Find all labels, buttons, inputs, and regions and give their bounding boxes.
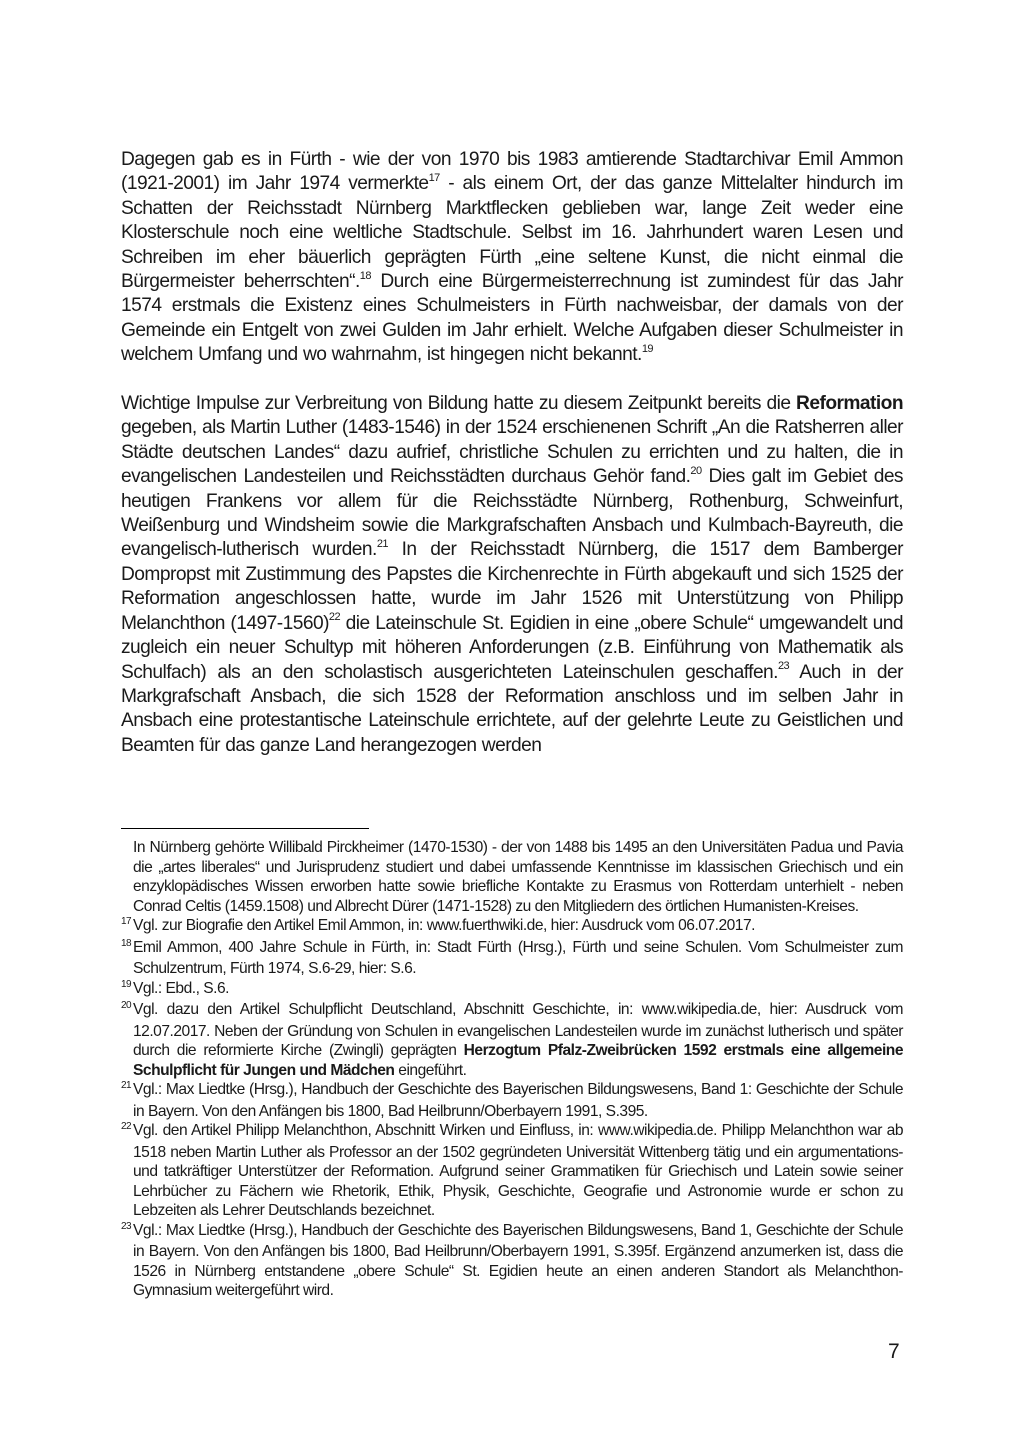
footnote-reference[interactable]: 22 [328, 611, 341, 624]
text-run: Vgl.: Max Liedtke (Hrsg.), Handbuch der Geschichte des Bayerischen Bildungswesens, Band 1, Geschichte der Schule in Bayern. Von den Anfängen bis 1800, Bad Heilbrunn/Oberbayern 1991, S.395f. Ergänzend anzumerken ist, dass die 1526 in Nürnberg entstandene „obere Schule“ St. Egidien heute an einen anderen Standort als Melanchthon-Gymnasium weitergeführt wird. [133, 1221, 903, 1299]
text-run: eingeführt. [394, 1061, 467, 1079]
text-run: Vgl. den Artikel Philipp Melanchthon, Abschnitt Wirken und Einfluss, in: www.wikipedia.de. Philipp Melanchthon war ab 1518 neben Martin Luther als Professor an der 1502 gegründeten Universität Wittenberg tätig und ein argumentations- und tatkräftiger Unterstützer der Reformation. Aufgrund seiner Grammatiken für Griechisch und Latein sowie seiner Lehrbücher zu Fächern wie Rhetorik, Ethik, Physik, Geschichte, Geografie und Astronomie wurde er schon zu Lebzeiten als Lehrer Deutschlands bezeichnet. [133, 1122, 903, 1219]
footnote-22 [121, 1121, 903, 1221]
footnote-number: 23 [121, 1220, 132, 1232]
text-run: Vgl. dazu den Artikel Schulpflicht Deutschland, Abschnitt Geschichte, in: www.wikipedia.de, hier: Ausdruck vom 12.07.2017. Neben der Gründung von Schulen in evangelischen Landesteilen wurde im zunächst lutherisch und später durch die reformierte Kirche (Zwingli) geprägten [133, 1001, 903, 1059]
footnote-reference[interactable]: 23 [777, 660, 790, 673]
footnote-number: 17 [121, 916, 132, 927]
text-run: Vgl.: Ebd., S.6. [133, 979, 230, 997]
body-paragraph [121, 148, 903, 368]
footnote-reference[interactable]: 17 [428, 172, 440, 185]
footnote-number: 18 [121, 937, 132, 949]
page-number: 7 [888, 1340, 900, 1363]
text-run: gegeben, als Martin Luther (1483-1546) in der 1524 erschienenen Schrift „An die Ratsherren aller Städte deutschen Landes“ dazu aufrief, christliche Schulen zu errichten und zu halten, die in evangelischen Landesteilen und Reichsstädten durchaus Gehör fand. [121, 417, 903, 488]
text-run: Wichtige Impulse zur Verbreitung von Bildung hatte zu diesem Zeitpunkt bereits die [121, 393, 797, 415]
footnote-23 [121, 1221, 903, 1301]
emphasis-text: Herzogtum Pfalz-Zweibrücken 1592 erstmals eine allgemeine Schulpflicht für Jungen und Mädchen [133, 1042, 904, 1079]
footnote-separator [121, 828, 369, 829]
text-run: Vgl.: Max Liedtke (Hrsg.), Handbuch der Geschichte des Bayerischen Bildungswesens, Band 1: Geschichte der Schule in Bayern. Von den Anfängen bis 1800, Bad Heilbrunn/Oberbayern 1991, S.395. [133, 1081, 903, 1120]
footnote-number: 20 [121, 1000, 132, 1011]
footnote-list [121, 916, 903, 1301]
footnote-number: 22 [121, 1121, 132, 1132]
emphasis-text: Reformation [796, 393, 903, 415]
footnote-reference[interactable]: 18 [359, 269, 371, 282]
footnote-reference[interactable]: 21 [376, 538, 388, 551]
footnote-continuation: In Nürnberg gehörte Willibald Pirckheimer (1470-1530) - der von 1488 bis 1495 an den Universitäten Padua und Pavia die „artes liberales“ und Jurisprudenz studiert und dabei umfassende Kenntnisse im klassischen Griechisch und ein enzyklopädisches Wissen erworben hatte sowie briefliche Kontakte zu Erasmus von Rotterdam unterhielt - neben Conrad Celtis (1459.1508) und Albrecht Dürer (1471-1528) zu den Mitgliedern des örtlichen Humanisten-Kreises. [133, 839, 903, 915]
text-run: die Lateinschule St. Egidien in eine „obere Schule“ umgewandelt und zugleich ein neuer Schultyp mit höheren Anforderungen (z.B. Einführung von Mathematik als Schulfach) als an den scholastisch ausgerichteten Lateinschulen geschaffen. [121, 612, 903, 683]
text-run: - als einem Ort, der das ganze Mittelalter hindurch im Schatten der Reichsstadt Nürnberg Marktflecken geblieben war, lange Zeit weder eine Klosterschule noch eine weltliche Stadtschule. Selbst im 16. Jahrhundert waren Lesen und Schreiben im eher bäuerlich geprägten Fürth „eine seltene Kunst, die nicht einmal die Bürgermeister beherrschten“. [121, 173, 903, 293]
footnote-number: 19 [121, 978, 132, 990]
text-run: In der Reichsstadt Nürnberg, die 1517 dem Bamberger Dompropst mit Zustimmung des Papstes die Kirchenrechte in Fürth abgekauft und sich 1525 der Reformation angeschlossen hatte, wurde im Jahr 1526 mit Unterstützung von Philipp Melanchthon (1497-1560) [121, 539, 903, 634]
footnote-20 [121, 1000, 903, 1080]
body-paragraph [121, 392, 903, 758]
text-run: Durch eine Bürgermeisterrechnung ist zumindest für das Jahr 1574 erstmals die Existenz eines Schulmeisters in Fürth nachweisbar, der damals von der Gemeinde ein Entgelt von zwei Gulden im Jahr erhielt. Welche Aufgaben dieser Schulmeister in welchem Umfang und wo wahrnahm, ist hingegen nicht bekannt. [121, 271, 903, 366]
footnote-number: 21 [121, 1080, 132, 1091]
text-run: Auch in der Markgrafschaft Ansbach, die sich 1528 der Reformation anschloss und im selben Jahr in Ansbach eine protestantische Lateinschule errichtete, auf der gelehrte Leute zu Geistlichen und Beamten für das ganze Land herangezogen werden [121, 661, 904, 756]
footnotes [121, 838, 903, 1301]
text-run: Dies galt im Gebiet des heutigen Frankens vor allem für die Reichsstädte Nürnberg, Rothenburg, Schweinfurt, Weißenburg und Windsheim sowie die Markgrafschaften Ansbach und Kulmbach-Bayreuth, die evangelisch-lutherisch wurden. [121, 466, 903, 561]
footnote-reference[interactable]: 20 [690, 464, 702, 477]
footnote-19 [121, 979, 903, 1001]
text-run: Dagegen gab es in Fürth - wie der von 1970 bis 1983 amtierende Stadtarchivar Emil Ammon (1921-2001) im Jahr 1974 vermerkte [121, 149, 903, 195]
footnote-reference[interactable]: 19 [641, 342, 653, 355]
text-run: Emil Ammon, 400 Jahre Schule in Fürth, in: Stadt Fürth (Hrsg.), Fürth und seine Schulen. Vom Schulmeister zum Schulzentrum, Fürth 1974, S.6-29, hier: S.6. [133, 938, 903, 977]
footnote-21 [121, 1080, 903, 1121]
footnote-17 [121, 916, 903, 938]
text-run: Vgl. zur Biografie den Artikel Emil Ammon, in: www.fuerthwiki.de, hier: Ausdruck vom 06.07.2017. [133, 917, 755, 934]
body-text [121, 148, 903, 758]
footnote-18 [121, 938, 903, 979]
